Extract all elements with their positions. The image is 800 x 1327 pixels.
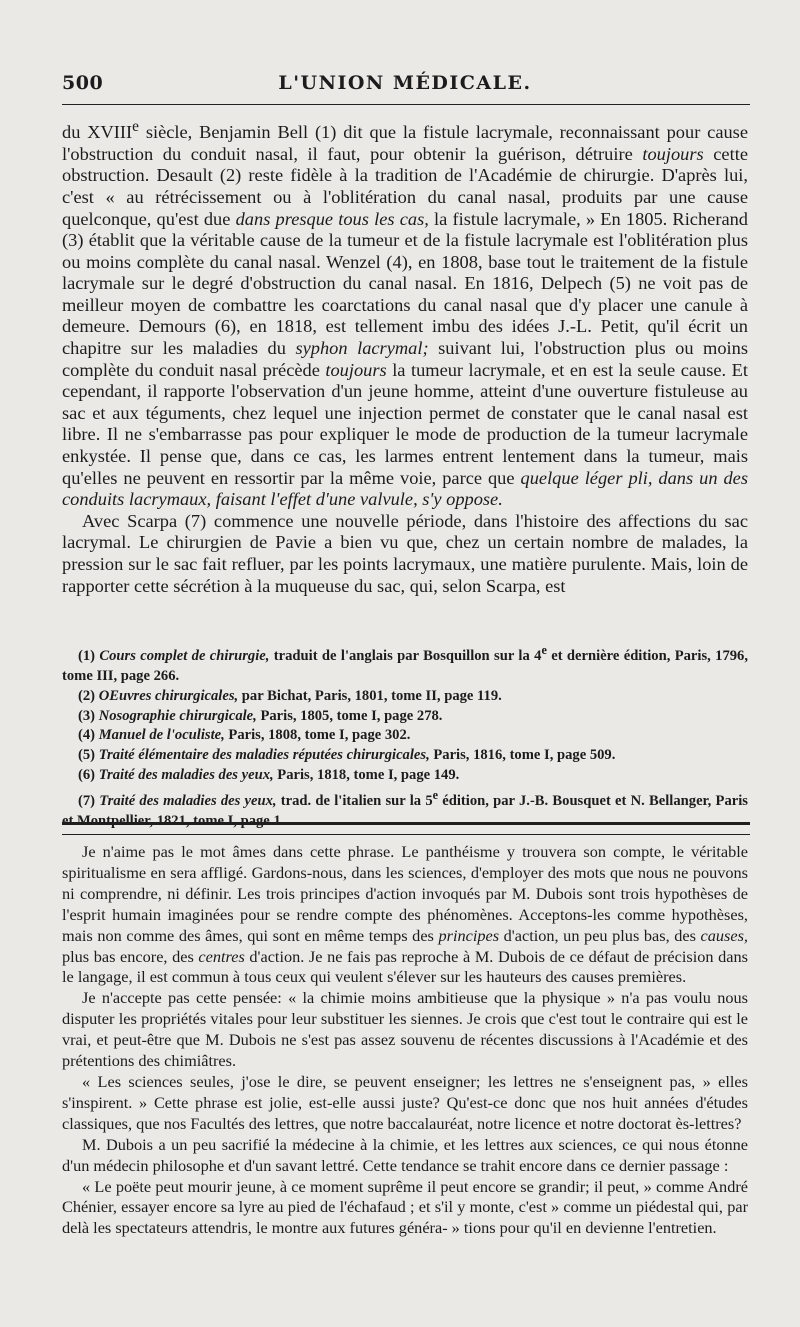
footnote: (4) Manuel de l'oculiste, Paris, 1808, tome I, page 302. bbox=[78, 727, 411, 744]
footnote: (5) Traité élémentaire des maladies réputées chirurgicales, Paris, 1816, tome I, page 509. bbox=[78, 747, 616, 764]
main-article bbox=[62, 116, 748, 597]
feuilleton-article bbox=[62, 842, 748, 1239]
footnote: (2) OEuvres chirurgicales, par Bichat, Paris, 1801, tome II, page 119. bbox=[78, 687, 502, 704]
section-divider bbox=[62, 822, 750, 835]
feuilleton-paragraph: M. Dubois a un peu sacrifié la médecine à la chimie, et les lettres aux sciences, ce qui nous étonne d'un médecin philosophe et d'un savant lettré. Cette tendance se trahit encore dans ce dernier passage : bbox=[62, 1134, 748, 1175]
journal-title: L'UNION MÉDICALE. bbox=[278, 72, 532, 94]
feuilleton-paragraph: « Les sciences seules, j'ose le dire, se peuvent enseigner; les lettres ne s'enseignent pas, » elles s'inspirent. » Cette phrase est jolie, est-elle aussi juste? Qu'est-ce donc que nos huit années d'études classiques, que nos Facultés des lettres, que notre baccalauréat, notre licence et notre doctorat ès-lettres? bbox=[62, 1071, 748, 1133]
main-paragraph: Avec Scarpa (7) commence une nouvelle période, dans l'histoire des affections du sac lacrymal. Le chirurgien de Pavie a bien vu que, chez un certain nombre de malades, la pression sur le sac fait refluer, par les points lacrymaux, une matière purulente. Mais, loin de rapporter cette sécrétion à la muqueuse du sac, qui, selon Scarpa, est bbox=[62, 510, 748, 596]
footnote: (7) Traité des maladies des yeux, trad. de l'italien sur la 5e édition, par J.-B. Bousquet et N. Bellanger, Paris et Montpellier, 1821, tome I, page 1. bbox=[62, 788, 748, 829]
main-paragraph: du XVIIIe siècle, Benjamin Bell (1) dit que la fistule lacrymale, reconnaissant pour cause l'obstruction du conduit nasal, il faut, pour obtenir la guérison, détruire toujours cette obstruction. Desault (2) reste fidèle à la tradition de l'Académie de chirurgie. D'après lui, c'est « au rétrécissement ou à l'oblitération du canal nasal, produits par une cause quelconque, qu'est due dans presque tous les cas, la fistule lacrymale, » En 1805. Richerand (3) établit que la véritable cause de la tumeur et de la fistule lacrymale est l'oblitération plus ou moins complète du canal nasal. Wenzel (4), en 1808, base tout le traitement de la fistule lacrymale sur le degré d'obstruction du canal nasal. En 1816, Delpech (5) ne voit pas de meilleur moyen de combattre les coarctations du canal nasal que d'y placer une canule à demeure. Demours (6), en 1818, est tellement imbu des idées J.-L. Petit, qu'il écrit un chapitre sur les maladies du syphon lacrymal; suivant lui, l'obstruction plus ou moins complète du conduit nasal précède toujours la tumeur lacrymale, et en est la seule cause. Et cependant, il rapporte l'observation d'un jeune homme, atteint d'une ouverture fistuleuse au sac et aux téguments, chez lequel une injection permet de constater que le canal nasal est libre. Il ne s'embarrasse pas pour expliquer le mode de production de la tumeur lacrymale enkystée. Il pense que, dans ce cas, les larmes entrent lentement dans la tumeur, mais qu'elles ne peuvent en ressortir par la même voie, parce que quelque léger pli, dans un des conduits lacrymaux, faisant l'effet d'une valvule, s'y oppose. bbox=[62, 118, 749, 510]
feuilleton-paragraph: Je n'aime pas le mot âmes dans cette phrase. Le panthéisme y trouvera son compte, le véritable spiritualisme en sera affligé. Gardons-nous, dans les sciences, d'employer des mots que nous ne pouvons ni comprendre, ni définir. Les trois principes d'action invoqués par M. Dubois sont trois hypothèses de l'esprit humain imaginées pour se rendre compte des phénomènes. Acceptons-les comme hypothèses, mais non comme des âmes, qui sont en même temps des principes d'action, un peu plus bas, des causes, plus bas encore, des centres d'action. Je ne fais pas reproche à M. Dubois de ce défaut de précision dans le langage, il est commun à tous ceux qui veulent s'élever sur les hauteurs des causes premières. bbox=[62, 842, 749, 987]
header-rule bbox=[62, 104, 750, 105]
feuilleton-paragraph: Je n'accepte pas cette pensée: « la chimie moins ambitieuse que la physique » n'a pas voulu nous disputer les propriétés vitales pour leur substituer les siennes. Je crois que c'est tout le contraire qui est le vrai, et peut-être que M. Dubois ne s'est pas assez souvenu de récentes discussions à l'Académie et des prétentions des chimiâtres. bbox=[62, 988, 748, 1071]
feuilleton-quote: « Le poëte peut mourir jeune, à ce moment suprême il peut encore se grandir; il peut, » comme André Chénier, essayer encore sa lyre au pied de l'échafaud ; et s'il y monte, c'est » comme un piédestal qui, par delà les spectateurs attendris, le montre aux futures généra- » tions pour qu'il en devienne l'entretien. bbox=[62, 1176, 748, 1238]
page-number: 500 bbox=[62, 72, 104, 94]
footnote: (3) Nosographie chirurgicale, Paris, 1805, tome I, page 278. bbox=[78, 707, 443, 724]
page-header bbox=[62, 72, 748, 102]
footnote: (6) Traité des maladies des yeux, Paris, 1818, tome I, page 149. bbox=[78, 767, 460, 784]
footnote: (1) Cours complet de chirurgie, traduit de l'anglais par Bosquillon sur la 4e et dernière édition, Paris, 1796, tome III, page 266. bbox=[62, 643, 748, 684]
footnotes bbox=[62, 641, 748, 832]
